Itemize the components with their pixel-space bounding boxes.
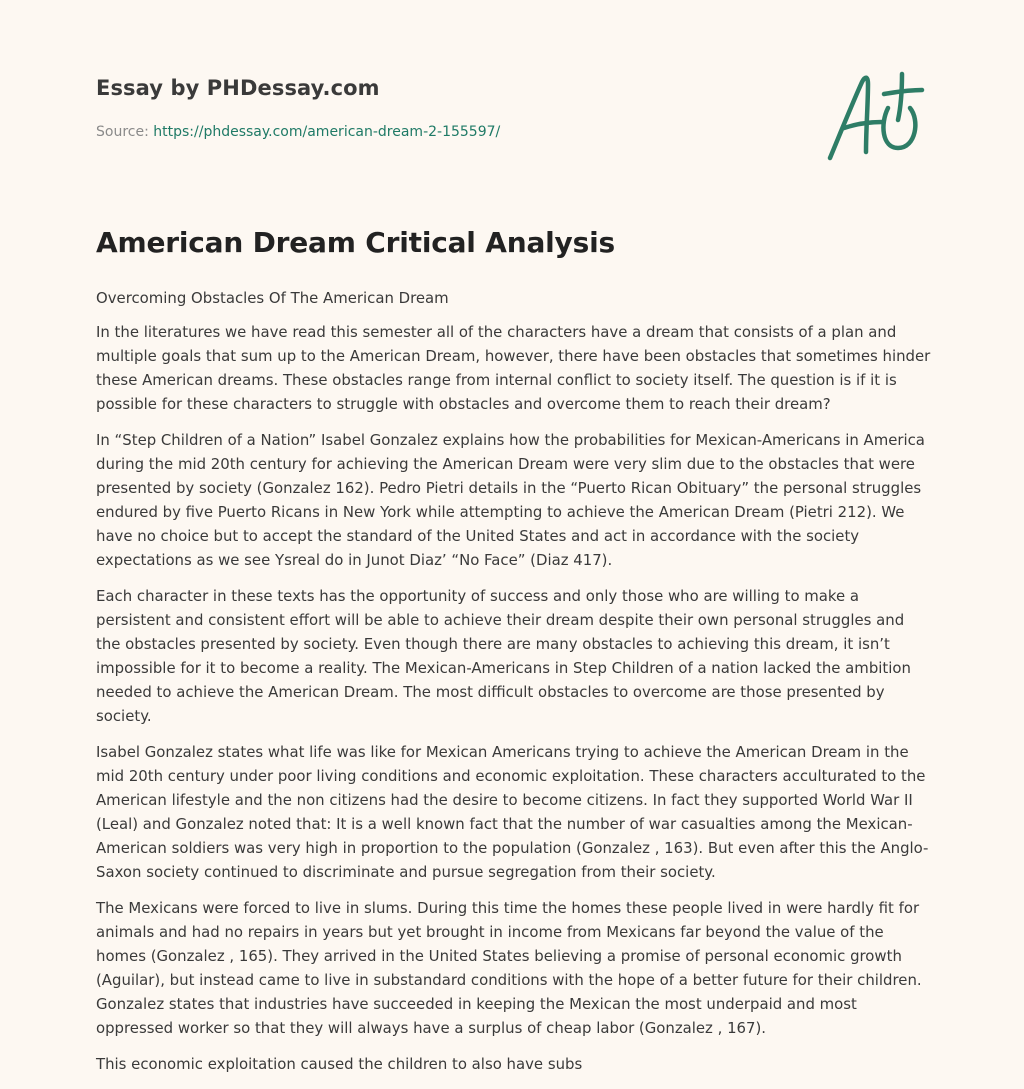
source-label: Source: xyxy=(96,124,149,140)
page-header xyxy=(96,0,932,200)
site-title: Essay by PHDessay.com xyxy=(96,76,380,100)
essay-paragraph: Each character in these texts has the opportunity of success and only those who are willing to make a persistent and consistent effort will be able to achieve their dream despite their own personal struggles and the obstacles presented by society. Even though there are many obstacles to achieving this dream, it isn’t impossible for it to become a reality. The Mexican-Americans in Step Children of a nation lacked the ambition needed to achieve the American Dream. The most difficult obstacles to overcome are those presented by society. xyxy=(96,587,911,725)
source-link[interactable]: https://phdessay.com/american-dream-2-155597/ xyxy=(153,124,501,140)
source-line xyxy=(96,124,500,140)
essay-page xyxy=(96,0,932,1073)
essay-body xyxy=(96,286,932,1088)
essay-paragraph: The Mexicans were forced to live in slums. During this time the homes these people lived in were hardly fit for animals and had no repairs in years but yet brought in income from Mexicans far beyond the value of the homes (Gonzalez , 165). They arrived in the United States believing a promise of personal economic growth (Aguilar), but instead came to live in substandard conditions with the hope of a better future for their children. Gonzalez states that industries have succeeded in keeping the Mexican the most underpaid and most oppressed worker so that they will always have a surplus of cheap labor (Gonzalez , 167). xyxy=(96,899,922,1037)
a-plus-grade-icon xyxy=(822,68,926,164)
essay-paragraph: This economic exploitation caused the children to also have subs xyxy=(96,1055,583,1073)
essay-paragraph: In “Step Children of a Nation” Isabel Gonzalez explains how the probabilities for Mexican-Americans in America during the mid 20th century for achieving the American Dream were very slim due to the obstacles that were presented by society (Gonzalez 162). Pedro Pietri details in the “Puerto Rican Obituary” the personal struggles endured by five Puerto Ricans in New York while attempting to achieve the American Dream (Pietri 212). We have no choice but to accept the standard of the United States and act in accordance with the society expectations as we see Ysreal do in Junot Diaz’ “No Face” (Diaz 417). xyxy=(96,431,925,569)
essay-subtitle: Overcoming Obstacles Of The American Dream xyxy=(96,289,449,307)
essay-paragraph: In the literatures we have read this semester all of the characters have a dream that consists of a plan and multiple goals that sum up to the American Dream, however, there have been obstacles that sometimes hinder these American dreams. These obstacles range from internal conflict to society itself. The question is if it is possible for these characters to struggle with obstacles and overcome them to reach their dream? xyxy=(96,323,931,413)
document-title: American Dream Critical Analysis xyxy=(96,226,615,259)
essay-paragraph: Isabel Gonzalez states what life was like for Mexican Americans trying to achieve the American Dream in the mid 20th century under poor living conditions and economic exploitation. These characters acculturated to the American lifestyle and the non citizens had the desire to become citizens. In fact they supported World War II (Leal) and Gonzalez noted that: It is a well known fact that the number of war casualties among the Mexican-American soldiers was very high in proportion to the population (Gonzalez , 163). But even after this the Anglo-Saxon society continued to discriminate and pursue segregation from their society. xyxy=(96,743,929,881)
